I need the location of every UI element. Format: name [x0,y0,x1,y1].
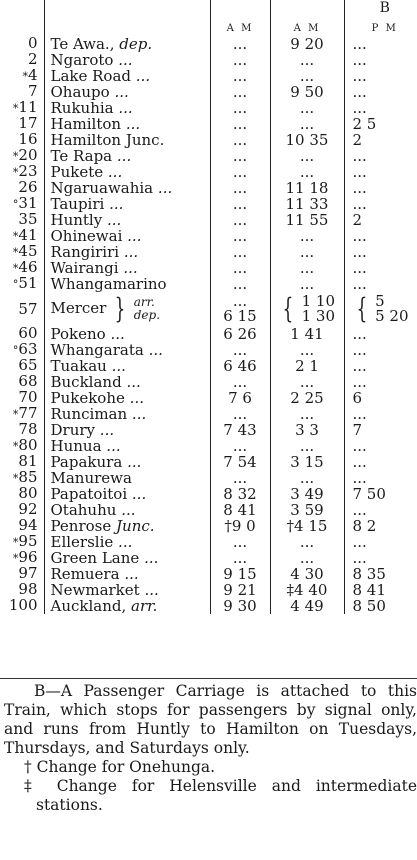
time-col-a: ... [210,374,270,390]
station-name: Pukete [50,164,104,180]
timetable-row [0,100,417,116]
time-col-c: ... [352,502,367,518]
station-suffix: ... [129,390,144,406]
station-marker: * [12,440,19,453]
mileage: 80 [18,438,38,454]
time-col-a: 7 54 [210,454,270,470]
time-col-a: 7 6 [210,390,270,406]
station-name: Ngaroto [50,52,114,68]
timetable-row [0,374,417,390]
time-col-a: †9 0 [210,518,270,534]
timetable-row [0,36,417,52]
station-name: Ellerslie [50,534,114,550]
mileage: 51 [18,276,38,292]
station-name: Wairangi [50,260,119,276]
time-col-b: ... [270,550,344,566]
time-col-b: 1 41 [270,326,344,342]
mileage: 23 [18,164,38,180]
mercer-c-dep: 5 20 [375,307,409,325]
time-col-a: ... [210,148,270,164]
time-col-b: 9 20 [270,36,344,52]
time-col-a: ... [210,196,270,212]
station-name: Hamilton Junc. [50,132,165,148]
time-col-a: ... [210,470,270,486]
station-suffix: ... [110,326,125,342]
time-col-b: ... [270,164,344,180]
station-suffix: ... [131,406,147,422]
time-col-a: ... [210,52,270,68]
time-col-b: ... [270,148,344,164]
station-suffix: ... [157,180,173,196]
station-marker: * [12,150,19,163]
mercer-mile: 57 [0,292,44,326]
time-col-c: ... [352,84,367,100]
time-col-c: ... [352,180,367,196]
mercer-a-arr: ... [232,292,248,310]
mileage: 81 [18,454,38,470]
station-name: Ohinewai [50,228,123,244]
timetable-row [0,358,417,374]
time-col-a: ... [210,164,270,180]
station-name: Rangiriri [50,244,120,260]
time-col-c: 2 [352,132,363,148]
time-col-c: 8 35 [352,566,386,582]
timetable-row [0,84,417,100]
station-suffix: ... [144,582,159,598]
timetable-row [0,212,417,228]
mercer-a-dep: 6 15 [223,307,257,325]
note-b: B—A Passenger Carriage is attached to this Train, which stops for passengers by signal only, and runs from Huntly to Hamilton on Tuesdays, Thursdays, and Saturdays only. [4,682,417,757]
time-col-c: 2 5 [352,116,377,132]
time-col-a: ... [210,212,270,228]
timetable-body-lower [0,326,417,614]
station-name: Manurewa [50,470,132,486]
mileage: 20 [18,148,38,164]
station-marker: * [12,536,19,549]
mileage: 17 [18,116,38,132]
time-col-b: ... [270,228,344,244]
station-name: Huntly [50,212,103,228]
col-c-header: P M [371,23,398,34]
timetable-row [0,52,417,68]
station-marker: * [12,246,19,259]
timetable-row [0,486,417,502]
time-col-c: ... [352,374,367,390]
header-row-top [0,0,417,16]
timetable-body-upper [0,0,417,292]
station-suffix: ... [114,84,129,100]
time-col-a: ... [210,550,270,566]
time-col-b: 4 49 [270,598,344,614]
station-suffix: ... [118,100,133,116]
station-suffix: ... [135,68,151,84]
mileage: 78 [18,422,38,438]
time-col-a: 9 21 [210,582,270,598]
station-suffix: dep. [119,36,153,52]
mileage: 65 [18,358,38,374]
timetable-row [0,566,417,582]
timetable-row [0,422,417,438]
mileage: 63 [18,342,38,358]
station-marker: ° [12,344,19,357]
timetable-row [0,342,417,358]
station-marker: * [12,472,19,485]
time-col-c: 8 41 [352,582,386,598]
time-col-c: ... [352,148,367,164]
station-suffix: ... [118,52,133,68]
timetable-row [0,116,417,132]
station-suffix: Junc. [116,518,155,534]
mileage: 0 [27,36,38,52]
timetable-row [0,196,417,212]
time-col-c: ... [352,228,367,244]
station-name: Lake Road [50,68,132,84]
station-name: Whangarata [50,342,144,358]
mileage: 26 [18,180,38,196]
mileage: 2 [27,52,38,68]
mileage: 45 [18,244,38,260]
mileage: 35 [18,212,38,228]
time-col-c: ... [352,68,367,84]
footnotes [0,682,417,815]
time-col-c: ... [352,550,367,566]
mileage: 98 [18,582,38,598]
time-col-b: ... [270,342,344,358]
station-suffix: ... [111,358,126,374]
time-col-c: 2 [352,212,363,228]
station-suffix: ... [125,116,141,132]
timetable-row [0,518,417,534]
time-col-b: ... [270,52,344,68]
time-col-b: ... [270,68,344,84]
station-marker: ° [12,198,19,211]
station-suffix: ... [106,212,122,228]
station-suffix: arr. [131,598,158,614]
station-marker: ° [12,278,19,291]
mileage: 31 [18,196,38,212]
station-suffix: ... [123,260,138,276]
station-name: Ngaruawahia [50,180,154,196]
time-col-c: ... [352,244,367,260]
time-col-c: ... [352,276,367,292]
mileage: 95 [18,534,38,550]
time-col-a: 7 43 [210,422,270,438]
time-col-a: ... [210,116,270,132]
station-name: Penrose [50,518,112,534]
station-name: Buckland [50,374,122,390]
time-col-a: ... [210,36,270,52]
time-col-b: 4 30 [270,566,344,582]
station-suffix: ... [131,486,147,502]
time-col-c: ... [352,196,367,212]
station-suffix: ... [116,148,132,164]
time-col-c: 6 [352,390,363,406]
station-name: Tuakau [50,358,107,374]
time-col-a: ... [210,260,270,276]
station-name: Te Rapa [50,148,113,164]
time-col-a: ... [210,534,270,550]
station-name: Pokeno [50,326,106,342]
timetable-row [0,598,417,614]
mileage: 100 [8,598,38,614]
time-col-b: ... [270,406,344,422]
time-col-a: ... [210,180,270,196]
time-col-b: 10 35 [270,132,344,148]
station-suffix: ... [144,550,159,566]
time-col-c: ... [352,100,367,116]
time-col-a: 6 46 [210,358,270,374]
station-marker: * [12,552,19,565]
timetable-row [0,260,417,276]
station-suffix: ... [127,228,142,244]
time-col-a: ... [210,342,270,358]
time-col-c: ... [352,534,367,550]
timetable-body-middle [0,292,417,326]
timetable-row [0,164,417,180]
mileage: 68 [18,374,38,390]
station-name: Remuera [50,566,120,582]
station-suffix: ... [123,244,139,260]
timetable-row [0,454,417,470]
timetable-row [0,180,417,196]
time-col-a: ... [210,68,270,84]
timetable-row [0,582,417,598]
mileage: 70 [18,390,38,406]
time-col-b: 2 25 [270,390,344,406]
station-name: Otahuhu [50,502,117,518]
station-name: Pukekohe [50,390,125,406]
col-a-header: A M [210,16,270,36]
mercer-b-arr: 1 10 [301,292,335,310]
time-col-c: ... [352,326,367,342]
time-col-c: 7 [352,422,363,438]
time-col-c: ... [352,454,367,470]
station-name: Papatoitoi [50,486,128,502]
note-dagger: † Change for Onehunga. [24,758,216,776]
station-name: Drury [50,422,96,438]
mileage: 92 [18,502,38,518]
time-col-a: 9 30 [210,598,270,614]
station-name: Papakura [50,454,123,470]
time-col-b: ‡4 40 [270,582,344,598]
time-col-a: ... [210,244,270,260]
time-col-c: ... [352,470,367,486]
mileage: 46 [18,260,38,276]
timetable-row [0,326,417,342]
time-col-c: ... [352,342,367,358]
mileage: 7 [27,84,38,100]
time-col-b: 11 33 [270,196,344,212]
mileage: 94 [18,518,38,534]
mercer-dep-label: dep. [133,308,161,322]
station-name: Taupiri [50,196,105,212]
column-letter-c: B [379,0,390,16]
time-col-a: 8 41 [210,502,270,518]
time-col-a: ... [210,84,270,100]
timetable-row [0,68,417,84]
mileage: 96 [18,550,38,566]
time-col-c: ... [352,406,367,422]
mileage: 60 [18,326,38,342]
timetable-row [0,406,417,422]
time-col-a: ... [210,228,270,244]
time-col-b: ... [270,116,344,132]
station-name: Hamilton [50,116,122,132]
mileage: 11 [18,100,38,116]
time-col-b: ... [270,260,344,276]
mercer-station-cell [44,292,210,326]
timetable-row [0,244,417,260]
time-col-c: 7 50 [352,486,386,502]
station-suffix: ... [106,438,121,454]
time-col-b: 11 18 [270,180,344,196]
station-marker: * [12,262,19,275]
timetable-row [0,148,417,164]
time-col-b: 9 50 [270,84,344,100]
station-name: Newmarket [50,582,140,598]
time-col-b: ... [270,244,344,260]
time-col-b: ... [270,100,344,116]
timetable-row [0,132,417,148]
station-marker: * [12,408,19,421]
station-suffix: ... [118,534,133,550]
timetable-row [0,390,417,406]
mileage: 41 [18,228,38,244]
timetable-row [0,502,417,518]
time-col-c: 8 2 [352,518,377,534]
time-col-c: ... [352,358,367,374]
time-col-b: ... [270,534,344,550]
timetable-row [0,470,417,486]
time-col-a: 8 32 [210,486,270,502]
mileage: 97 [18,566,38,582]
time-col-c: 8 50 [352,598,386,614]
station-suffix: ... [127,454,142,470]
time-col-b: 11 55 [270,212,344,228]
mercer-station: Mercer [50,299,107,317]
time-col-c: ... [352,52,367,68]
time-col-b: 3 3 [270,422,344,438]
station-name: Ohaupo [50,84,110,100]
time-col-a: ... [210,276,270,292]
station-name: Te Awa., [50,36,115,52]
mileage: 85 [18,470,38,486]
station-suffix: ... [126,374,141,390]
timetable-row [0,550,417,566]
station-suffix: ... [99,422,115,438]
station-marker: * [22,70,28,83]
brace-mark: } [114,292,126,325]
station-name: Auckland, [50,598,127,614]
station-suffix: ... [109,196,124,212]
col-b-header: A M [270,16,344,36]
station-name: Green Lane [50,550,140,566]
time-col-b: ... [270,276,344,292]
time-col-b: ... [270,374,344,390]
mileage: 16 [18,132,38,148]
station-suffix: ... [148,342,163,358]
time-col-b: 3 59 [270,502,344,518]
time-col-a: 6 26 [210,326,270,342]
time-col-a: ... [210,132,270,148]
mileage: 77 [18,406,38,422]
station-suffix: ... [121,502,136,518]
station-name: Whangamarino [50,276,167,292]
mercer-row: 57 Mercer } arr. dep. ... 6 15 { 1 10 1 30 { 5 5 20 [0,292,417,326]
timetable-row [0,438,417,454]
timetable-row [0,228,417,244]
note-double-dagger: ‡ Change for Helensville and intermediate stations. [24,777,417,814]
time-col-b: ... [270,470,344,486]
mercer-c-arr: 5 [375,292,385,310]
time-col-a: ... [210,438,270,454]
station-marker: * [12,166,19,179]
mercer-arr-label: arr. [133,295,155,309]
header-row [0,16,417,36]
time-col-a: ... [210,100,270,116]
time-col-b: ... [270,438,344,454]
station-name: Hunua [50,438,102,454]
station-name: Rukuhia [50,100,114,116]
timetable-row [0,276,417,292]
time-col-b: 3 49 [270,486,344,502]
mileage: 80 [18,486,38,502]
station-suffix: ... [124,566,139,582]
time-col-c: ... [352,438,367,454]
time-col-b: †4 15 [270,518,344,534]
mileage: 4 [27,68,38,84]
time-col-a: 9 15 [210,566,270,582]
mercer-b-dep: 1 30 [301,307,335,325]
time-col-c: ... [352,260,367,276]
station-marker: * [12,102,19,115]
table-bottom-rule [0,678,417,679]
time-col-a: ... [210,406,270,422]
timetable-row [0,534,417,550]
time-col-c: ... [352,36,367,52]
station-marker: * [12,230,19,243]
time-col-b: 2 1 [270,358,344,374]
station-name: Runciman [50,406,128,422]
time-col-b: 3 15 [270,454,344,470]
station-suffix: ... [107,164,123,180]
time-col-c: ... [352,164,367,180]
